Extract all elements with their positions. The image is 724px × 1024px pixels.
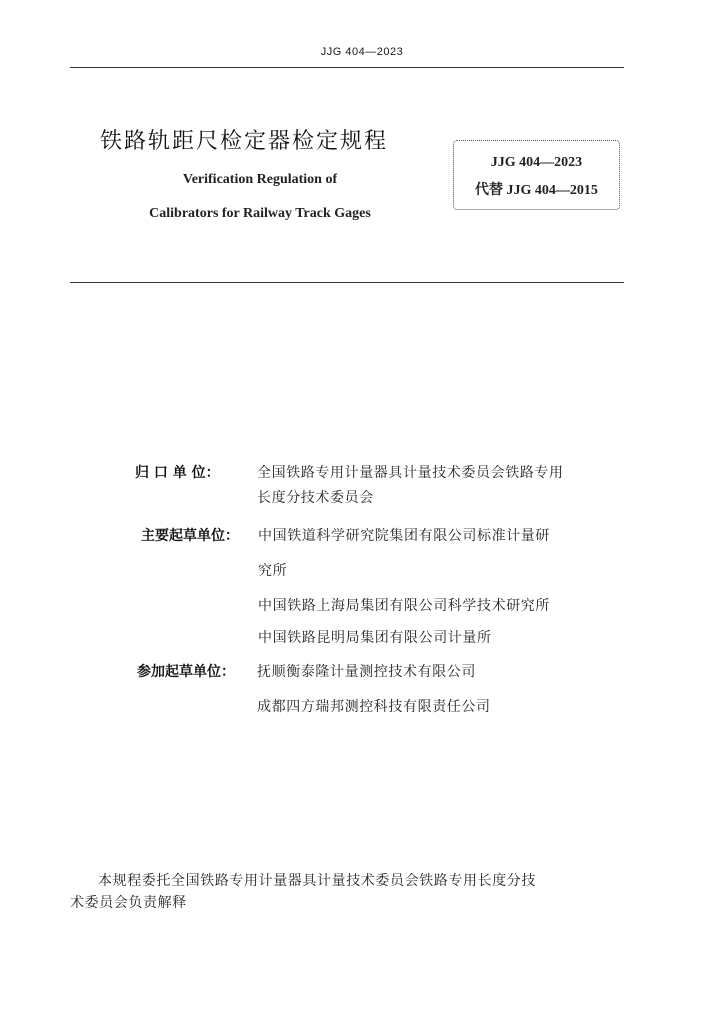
replaces-code: 代替 JJG 404—2015 <box>475 183 598 198</box>
title-chinese: 铁路轨距尺检定器检定规程 <box>100 129 389 154</box>
participating-label: 参加起草单位： <box>137 664 235 680</box>
participating-2: 成都四方瑞邦测控科技有限责任公司 <box>257 699 491 715</box>
title-english-line1: Verification Regulation of <box>182 172 338 187</box>
standard-code-box <box>453 140 620 210</box>
main-drafter-label: 主要起草单位： <box>141 528 239 544</box>
interpretation-note <box>70 870 630 914</box>
responsible-line2: 长度分技术委员会 <box>257 490 374 506</box>
main-drafter-3: 中国铁路昆明局集团有限公司计量所 <box>258 630 492 646</box>
responsible-line1: 全国铁路专用计量器具计量技术委员会铁路专用 <box>257 465 564 481</box>
main-drafter-1b: 究所 <box>258 563 288 579</box>
running-head: JJG 404—2023 <box>320 46 404 58</box>
note-line2: 术委员会负责解释 <box>70 895 187 911</box>
note-line1: 本规程委托全国铁路专用计量器具计量技术委员会铁路专用长度分技 <box>98 873 536 889</box>
title-rule <box>70 282 624 283</box>
participating-1: 抚顺衡泰隆计量测控技术有限公司 <box>257 664 476 680</box>
standard-code: JJG 404—2023 <box>490 155 583 170</box>
main-drafter-2: 中国铁路上海局集团有限公司科学技术研究所 <box>258 598 550 614</box>
responsible-label: 归 口 单 位： <box>135 465 220 481</box>
title-english-line2: Calibrators for Railway Track Gages <box>149 206 371 221</box>
main-drafter-1a: 中国铁道科学研究院集团有限公司标准计量研 <box>258 528 550 544</box>
header-rule <box>70 67 624 68</box>
